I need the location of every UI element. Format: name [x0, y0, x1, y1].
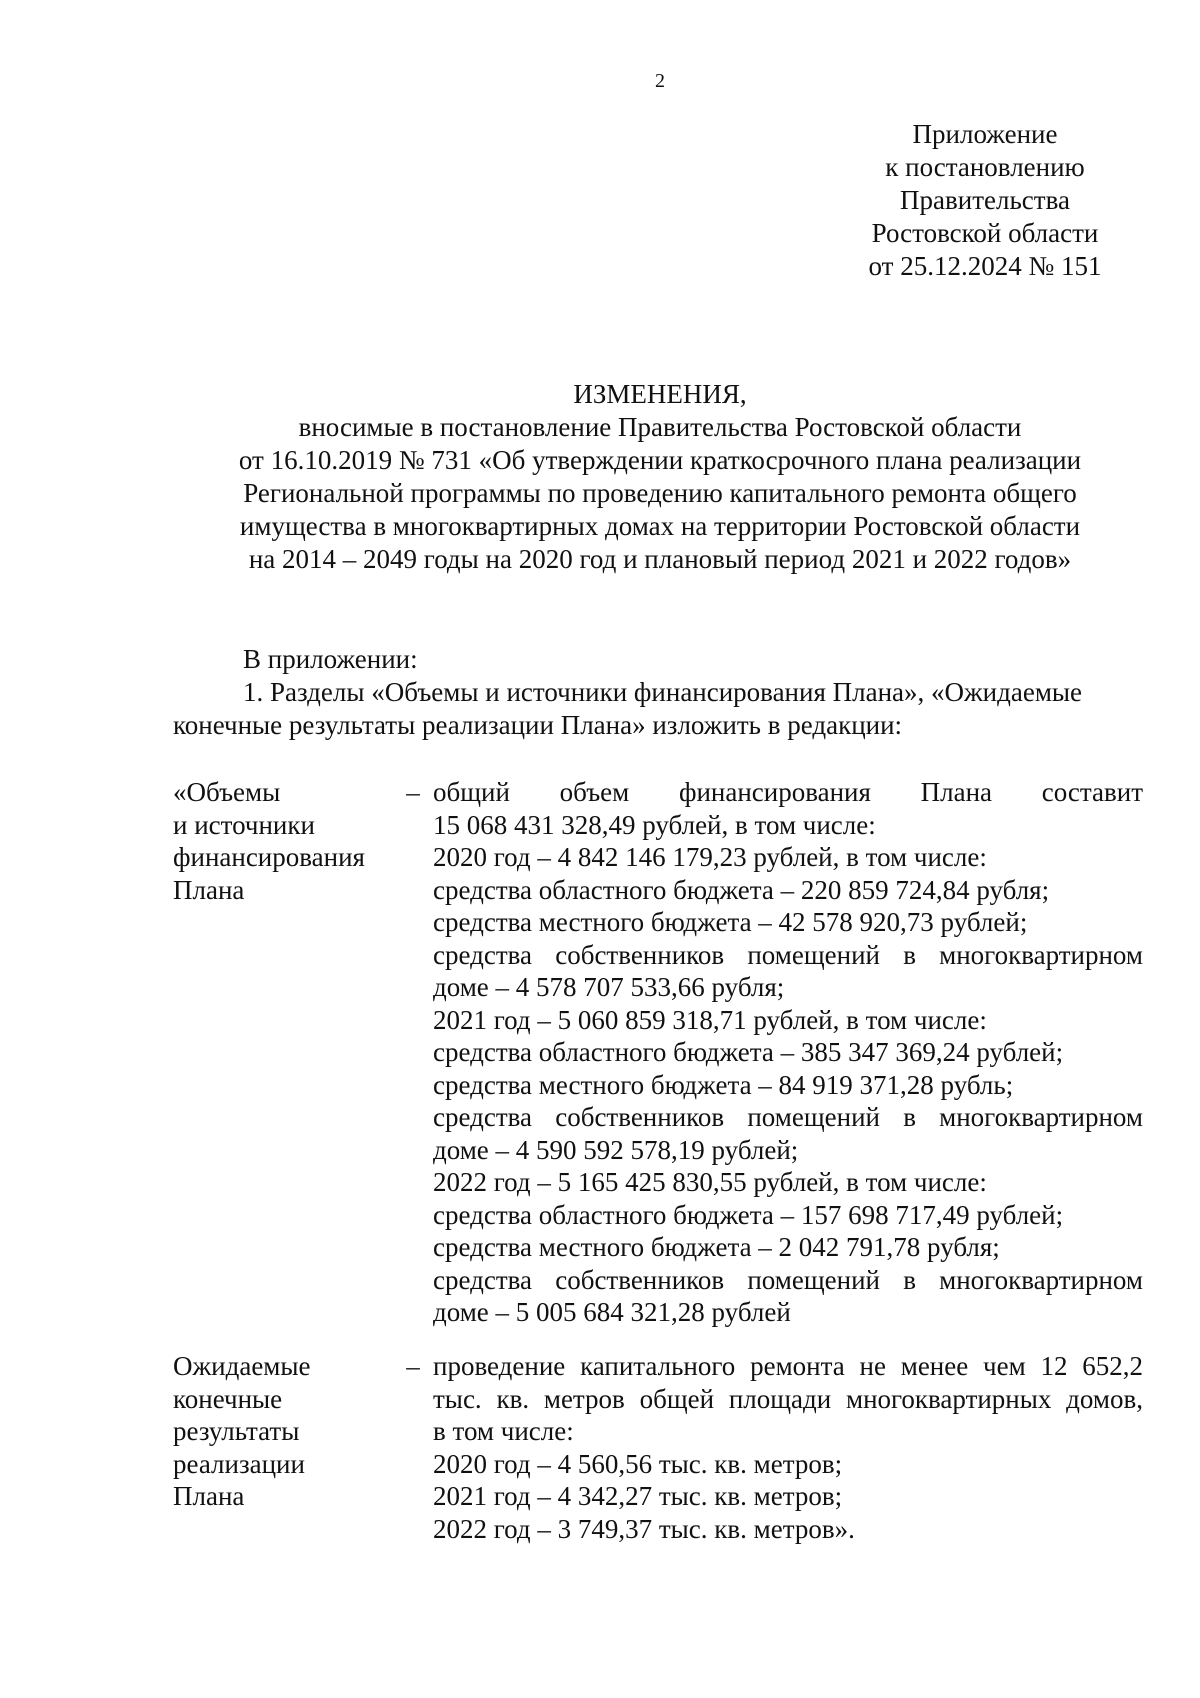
section-label: [173, 776, 393, 1329]
value-line: 2020 год – 4 842 146 179,23 рублей, в том числе:: [433, 842, 987, 872]
value-line: в том числе:: [433, 1416, 574, 1446]
label-line: конечные: [173, 1383, 283, 1414]
page-number: 2: [655, 70, 665, 92]
value-line: 2022 год – 5 165 425 830,55 рублей, в том числе:: [433, 1167, 987, 1197]
approval-block: [840, 118, 1130, 283]
heading-line: вносимые в постановление Правительства Ростовской области: [298, 412, 1022, 442]
heading-line: на 2014 – 2049 годы на 2020 год и плановый период 2021 и 2022 годов»: [248, 544, 1072, 574]
approval-line: от 25.12.2024 № 151: [868, 251, 1102, 281]
value-line: средства местного бюджета – 2 042 791,78 рубля;: [433, 1232, 1000, 1262]
value-line: доме – 4 578 707 533,66 рубля;: [433, 972, 785, 1002]
approval-line: к постановлению: [885, 152, 1085, 182]
intro-line: В приложении:: [243, 644, 418, 674]
heading-title: ИЗМЕНЕНИЯ,: [573, 379, 747, 409]
value-line: доме – 5 005 684 321,28 рублей: [433, 1297, 791, 1327]
value-line: 2020 год – 4 560,56 тыс. кв. метров;: [433, 1448, 843, 1479]
section-dash: –: [406, 1351, 420, 1381]
section-financing: [173, 776, 1143, 1329]
value-line: общий объем финансирования Плана составит: [433, 777, 1143, 807]
value-line: средства местного бюджета – 42 578 920,73 рублей;: [433, 907, 1028, 937]
heading-line: от 16.10.2019 № 731 «Об утверждении краткосрочного плана реализации: [238, 445, 1082, 475]
value-line: 2021 год – 4 342,27 тыс. кв. метров;: [433, 1481, 843, 1511]
label-line: реализации: [173, 1448, 305, 1479]
label-line: «Объемы: [173, 777, 281, 807]
approval-line: Ростовской области: [871, 218, 1099, 248]
value-line: средства местного бюджета – 84 919 371,28 рубль;: [433, 1069, 1014, 1100]
label-line: финансирования: [173, 842, 365, 872]
section-label: [173, 1350, 393, 1545]
intro-line: конечные результаты реализации Плана» изложить в редакции:: [173, 710, 903, 740]
label-line: Плана: [173, 874, 245, 905]
approval-line: Правительства: [900, 185, 1070, 215]
label-line: Плана: [173, 1481, 245, 1511]
value-line: средства областного бюджета – 220 859 724,84 рубля;: [433, 874, 1050, 905]
document-heading: [0, 378, 1200, 576]
label-line: результаты: [173, 1416, 300, 1446]
value-line: средства собственников помещений в многоквартирном: [433, 1102, 1143, 1132]
heading-line: Региональной программы по проведению капитального ремонта общего: [243, 478, 1077, 508]
approval-line: Приложение: [912, 119, 1058, 149]
label-line: и источники: [173, 809, 315, 840]
value-line: средства собственников помещений в многоквартирном: [433, 939, 1143, 970]
value-line: средства собственников помещений в многоквартирном: [433, 1264, 1143, 1295]
value-line: проведение капитального ремонта не менее чем 12 652,2: [433, 1351, 1143, 1381]
value-line: 15 068 431 328,49 рублей, в том числе:: [433, 809, 876, 840]
value-line: тыс. кв. метров общей площади многоквартирных домов,: [433, 1383, 1143, 1414]
intro-line: 1. Разделы «Объемы и источники финансирования Плана», «Ожидаемые: [243, 677, 1083, 707]
intro-paragraph: [173, 643, 1143, 742]
value-line: 2022 год – 3 749,37 тыс. кв. метров».: [433, 1513, 855, 1544]
value-line: доме – 4 590 592 578,19 рублей;: [433, 1134, 799, 1165]
value-line: 2021 год – 5 060 859 318,71 рублей, в том числе:: [433, 1004, 987, 1035]
section-value: [433, 776, 1143, 1329]
section-results: [173, 1350, 1143, 1545]
section-dash: –: [406, 777, 420, 807]
value-line: средства областного бюджета – 157 698 717,49 рублей;: [433, 1199, 1064, 1230]
value-line: средства областного бюджета – 385 347 369,24 рублей;: [433, 1037, 1064, 1067]
section-value: [433, 1350, 1143, 1545]
heading-line: имущества в многоквартирных домах на территории Ростовской области: [239, 511, 1081, 541]
label-line: Ожидаемые: [173, 1351, 311, 1381]
